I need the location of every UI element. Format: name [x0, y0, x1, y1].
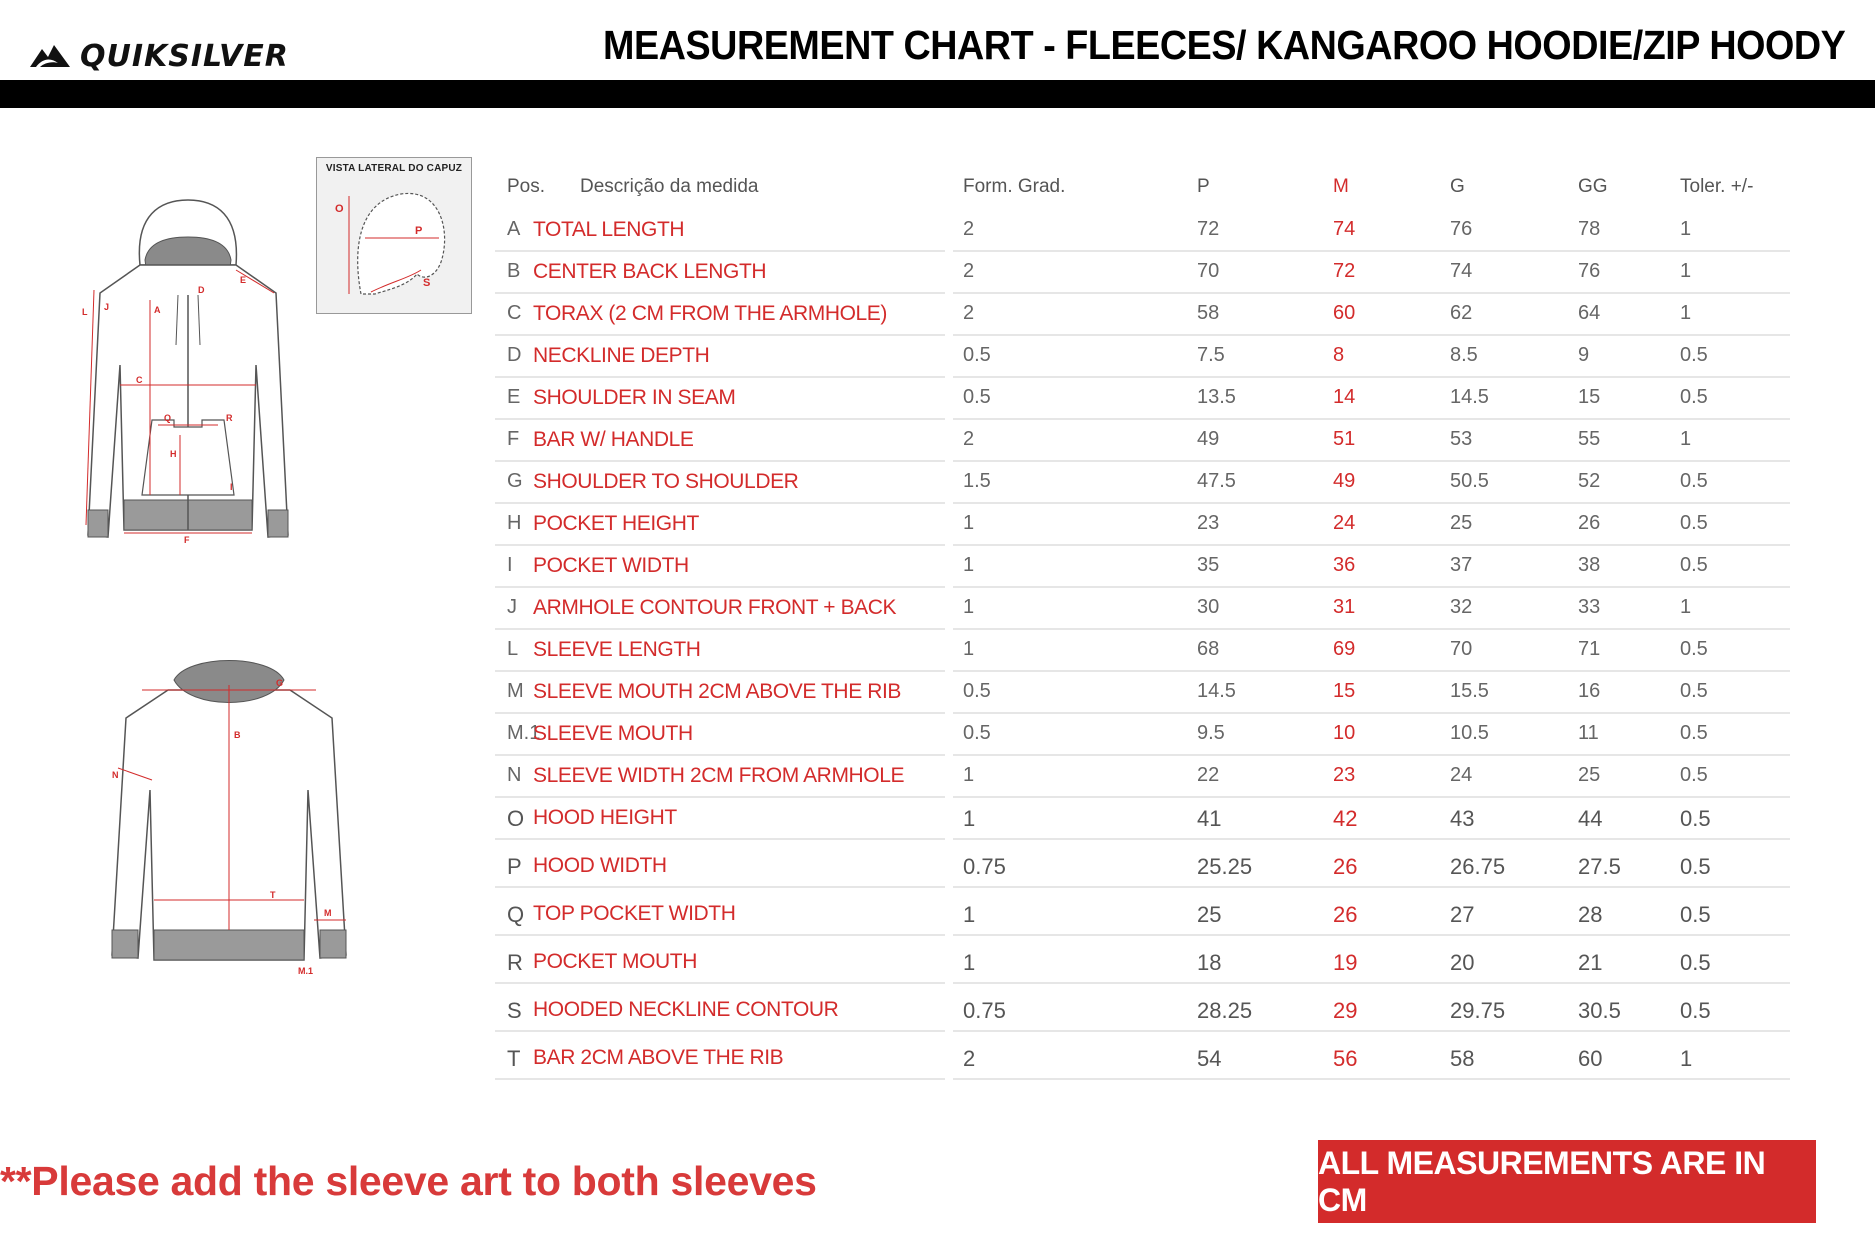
table-row	[495, 1038, 1790, 1081]
row-size-p: 7.5	[1197, 344, 1225, 366]
row-description: SLEEVE LENGTH	[533, 638, 701, 661]
row-size-gg: 30.5	[1578, 998, 1621, 1023]
drawing-label: R	[226, 413, 233, 423]
header-form-grad: Form. Grad.	[963, 176, 1066, 197]
row-tolerance: 1	[1680, 596, 1692, 618]
row-pos: M	[507, 680, 524, 702]
row-size-m: 51	[1333, 428, 1356, 450]
hoodie-front-drawing	[80, 195, 300, 545]
table-row	[495, 420, 1790, 463]
row-form-grad: 0.5	[963, 344, 991, 366]
drawing-label: D	[198, 285, 205, 295]
row-size-gg: 38	[1578, 554, 1601, 576]
row-size-p: 22	[1197, 764, 1220, 786]
row-form-grad: 2	[963, 218, 975, 240]
row-pos: L	[507, 638, 519, 660]
drawing-label: J	[104, 302, 110, 312]
row-tolerance: 0.5	[1680, 764, 1708, 786]
drawing-label: S	[423, 277, 431, 289]
row-tolerance: 0.5	[1680, 344, 1708, 366]
drawing-label: E	[240, 275, 247, 285]
row-size-m: 26	[1333, 854, 1358, 879]
drawing-label: O	[335, 203, 344, 215]
row-description: TORAX (2 CM FROM THE ARMHOLE)	[533, 302, 887, 325]
row-form-grad: 1	[963, 554, 975, 576]
row-size-p: 30	[1197, 596, 1220, 618]
row-size-gg: 78	[1578, 218, 1601, 240]
row-tolerance: 1	[1680, 428, 1692, 450]
header-size-g: G	[1450, 176, 1465, 197]
table-row	[495, 894, 1790, 937]
table-row	[495, 588, 1790, 631]
row-form-grad: 1	[963, 638, 975, 660]
row-size-m: 14	[1333, 386, 1356, 408]
row-size-gg: 64	[1578, 302, 1601, 324]
row-tolerance: 0.5	[1680, 902, 1711, 927]
table-row	[495, 462, 1790, 505]
row-size-m: 29	[1333, 998, 1358, 1023]
row-description: POCKET HEIGHT	[533, 512, 699, 535]
row-size-g: 32	[1450, 596, 1473, 618]
row-description: POCKET WIDTH	[533, 554, 689, 577]
row-size-p: 54	[1197, 1046, 1222, 1071]
row-form-grad: 1	[963, 596, 975, 618]
row-pos: J	[507, 596, 517, 618]
row-form-grad: 1	[963, 902, 976, 927]
row-form-grad: 0.75	[963, 854, 1006, 879]
row-tolerance: 0.5	[1680, 470, 1708, 492]
table-row	[495, 378, 1790, 421]
row-tolerance: 1	[1680, 302, 1692, 324]
row-tolerance: 0.5	[1680, 554, 1708, 576]
row-pos: F	[507, 428, 520, 450]
row-pos: P	[507, 854, 522, 879]
drawing-label: I	[230, 482, 233, 492]
row-divider	[953, 1078, 1790, 1080]
row-tolerance: 0.5	[1680, 998, 1711, 1023]
row-size-p: 9.5	[1197, 722, 1225, 744]
row-size-m: 26	[1333, 902, 1358, 927]
row-pos: I	[507, 554, 513, 576]
row-tolerance: 0.5	[1680, 512, 1708, 534]
hood-side-view-panel	[316, 157, 472, 314]
hoodie-back-drawing	[108, 650, 348, 980]
row-size-g: 27	[1450, 902, 1475, 927]
row-size-g: 10.5	[1450, 722, 1489, 744]
row-description: SLEEVE MOUTH	[533, 722, 693, 745]
row-tolerance: 0.5	[1680, 638, 1708, 660]
row-pos: E	[507, 386, 521, 408]
row-size-p: 70	[1197, 260, 1220, 282]
row-size-gg: 52	[1578, 470, 1601, 492]
row-size-m: 56	[1333, 1046, 1358, 1071]
drawing-label: Q	[164, 413, 172, 423]
header	[0, 0, 1875, 108]
row-size-m: 42	[1333, 806, 1358, 831]
row-description: HOODED NECKLINE CONTOUR	[533, 998, 839, 1021]
row-description: SLEEVE MOUTH 2CM ABOVE THE RIB	[533, 680, 902, 703]
table-row	[495, 990, 1790, 1033]
row-tolerance: 0.5	[1680, 722, 1708, 744]
row-size-p: 28.25	[1197, 998, 1253, 1023]
row-size-m: 19	[1333, 950, 1358, 975]
row-form-grad: 1	[963, 950, 976, 975]
row-size-g: 26.75	[1450, 854, 1506, 879]
row-description: SLEEVE WIDTH 2CM FROM ARMHOLE	[533, 764, 905, 787]
row-divider	[495, 1078, 945, 1080]
row-pos: Q	[507, 902, 525, 927]
row-tolerance: 0.5	[1680, 680, 1708, 702]
row-size-gg: 16	[1578, 680, 1601, 702]
row-size-g: 76	[1450, 218, 1473, 240]
drawing-label: M	[324, 908, 332, 918]
measurement-table	[495, 166, 1790, 1126]
row-size-g: 74	[1450, 260, 1473, 282]
header-pos: Pos.	[507, 176, 546, 197]
logo-text: QUIKSILVER	[80, 38, 289, 74]
drawing-label: L	[82, 307, 88, 317]
row-size-g: 29.75	[1450, 998, 1506, 1023]
row-description: SHOULDER IN SEAM	[533, 386, 736, 409]
table-row	[495, 672, 1790, 715]
row-size-gg: 76	[1578, 260, 1601, 282]
row-size-gg: 9	[1578, 344, 1590, 366]
row-divider	[495, 982, 945, 984]
drawing-label: G	[276, 678, 284, 688]
header-size-m: M	[1333, 176, 1349, 197]
row-size-gg: 44	[1578, 806, 1603, 831]
row-description: SHOULDER TO SHOULDER	[533, 470, 799, 493]
header-tolerance: Toler. +/-	[1680, 176, 1754, 197]
row-tolerance: 1	[1680, 218, 1692, 240]
drawing-label: C	[136, 375, 143, 385]
row-size-g: 53	[1450, 428, 1473, 450]
row-size-gg: 55	[1578, 428, 1601, 450]
row-size-g: 50.5	[1450, 470, 1489, 492]
row-size-gg: 60	[1578, 1046, 1603, 1071]
row-description: TOTAL LENGTH	[533, 218, 685, 241]
table-row	[495, 294, 1790, 337]
row-size-gg: 28	[1578, 902, 1603, 927]
row-size-p: 25.25	[1197, 854, 1253, 879]
row-size-g: 62	[1450, 302, 1473, 324]
row-size-p: 14.5	[1197, 680, 1236, 702]
row-size-p: 47.5	[1197, 470, 1236, 492]
row-size-p: 13.5	[1197, 386, 1236, 408]
header-description: Descrição da medida	[580, 176, 759, 197]
row-pos: G	[507, 470, 523, 492]
row-form-grad: 0.5	[963, 722, 991, 744]
row-tolerance: 0.5	[1680, 854, 1711, 879]
row-form-grad: 1	[963, 806, 976, 831]
row-pos: B	[507, 260, 521, 282]
table-row	[495, 546, 1790, 589]
row-divider	[495, 838, 945, 840]
row-size-g: 43	[1450, 806, 1475, 831]
drawing-label: P	[415, 225, 423, 237]
row-pos: D	[507, 344, 522, 366]
table-row	[495, 714, 1790, 757]
row-size-p: 25	[1197, 902, 1222, 927]
row-form-grad: 1	[963, 512, 975, 534]
row-divider	[953, 982, 1790, 984]
row-size-m: 36	[1333, 554, 1356, 576]
brand-logo	[28, 34, 318, 78]
row-size-g: 25	[1450, 512, 1473, 534]
row-size-p: 35	[1197, 554, 1220, 576]
row-size-g: 70	[1450, 638, 1473, 660]
header-size-gg: GG	[1578, 176, 1608, 197]
drawing-label: B	[234, 730, 241, 740]
drawing-label: M.1	[298, 966, 314, 976]
hood-side-view-title: VISTA LATERAL DO CAPUZ	[325, 163, 463, 174]
row-form-grad: 1	[963, 764, 975, 786]
row-tolerance: 0.5	[1680, 950, 1711, 975]
drawing-label: N	[112, 770, 119, 780]
row-size-p: 41	[1197, 806, 1222, 831]
hood-side-view-drawing	[331, 182, 461, 310]
row-size-p: 23	[1197, 512, 1220, 534]
row-size-gg: 21	[1578, 950, 1603, 975]
row-form-grad: 2	[963, 260, 975, 282]
row-size-m: 15	[1333, 680, 1356, 702]
row-size-m: 72	[1333, 260, 1356, 282]
drawing-label: H	[170, 449, 177, 459]
row-pos: N	[507, 764, 522, 786]
table-row	[495, 798, 1790, 841]
row-divider	[953, 886, 1790, 888]
row-pos: T	[507, 1046, 521, 1071]
row-size-g: 15.5	[1450, 680, 1489, 702]
row-description: POCKET MOUTH	[533, 950, 697, 973]
table-header	[495, 166, 1790, 216]
row-pos: R	[507, 950, 523, 975]
row-size-gg: 25	[1578, 764, 1601, 786]
row-size-p: 58	[1197, 302, 1220, 324]
row-size-g: 14.5	[1450, 386, 1489, 408]
row-description: HOOD HEIGHT	[533, 806, 677, 829]
row-tolerance: 0.5	[1680, 806, 1711, 831]
row-description: TOP POCKET WIDTH	[533, 902, 736, 925]
row-size-m: 49	[1333, 470, 1356, 492]
table-row	[495, 942, 1790, 985]
sleeve-art-note: **Please add the sleeve art to both sleeves	[0, 1158, 817, 1204]
row-description: HOOD WIDTH	[533, 854, 667, 877]
row-pos: M.1	[507, 722, 541, 744]
table-row	[495, 504, 1790, 547]
table-row	[495, 756, 1790, 799]
row-form-grad: 0.5	[963, 680, 991, 702]
row-size-p: 49	[1197, 428, 1220, 450]
header-size-p: P	[1197, 176, 1210, 197]
table-row	[495, 210, 1790, 253]
drawing-label: T	[270, 890, 276, 900]
row-size-m: 69	[1333, 638, 1356, 660]
units-badge: ALL MEASUREMENTS ARE IN CM	[1318, 1140, 1816, 1223]
row-size-gg: 27.5	[1578, 854, 1621, 879]
row-divider	[495, 886, 945, 888]
row-divider	[953, 838, 1790, 840]
row-size-gg: 71	[1578, 638, 1601, 660]
table-row	[495, 846, 1790, 889]
row-size-gg: 33	[1578, 596, 1601, 618]
row-size-m: 8	[1333, 344, 1345, 366]
row-size-m: 31	[1333, 596, 1356, 618]
page-title: MEASUREMENT CHART - FLEECES/ KANGAROO HOODIE/ZIP HOODY	[602, 22, 1845, 68]
row-description: NECKLINE DEPTH	[533, 344, 710, 367]
row-pos: H	[507, 512, 522, 534]
row-description: BAR W/ HANDLE	[533, 428, 694, 451]
row-size-m: 23	[1333, 764, 1356, 786]
row-size-m: 74	[1333, 218, 1356, 240]
row-pos: S	[507, 998, 522, 1023]
row-divider	[495, 934, 945, 936]
row-description: CENTER BACK LENGTH	[533, 260, 767, 283]
row-pos: O	[507, 806, 525, 831]
row-size-p: 68	[1197, 638, 1220, 660]
row-form-grad: 2	[963, 428, 975, 450]
table-row	[495, 252, 1790, 295]
row-divider	[495, 1030, 945, 1032]
row-size-gg: 11	[1578, 722, 1599, 744]
row-size-m: 24	[1333, 512, 1356, 534]
row-pos: C	[507, 302, 522, 324]
row-tolerance: 0.5	[1680, 386, 1708, 408]
header-bar	[0, 80, 1875, 108]
row-size-g: 20	[1450, 950, 1475, 975]
row-form-grad: 0.5	[963, 386, 991, 408]
row-size-gg: 26	[1578, 512, 1601, 534]
row-divider	[953, 1030, 1790, 1032]
row-form-grad: 2	[963, 1046, 976, 1071]
row-pos: A	[507, 218, 521, 240]
row-form-grad: 2	[963, 302, 975, 324]
drawing-label: F	[184, 535, 190, 545]
table-row	[495, 336, 1790, 379]
row-size-g: 24	[1450, 764, 1473, 786]
row-size-m: 60	[1333, 302, 1356, 324]
row-description: ARMHOLE CONTOUR FRONT + BACK	[533, 596, 897, 619]
row-size-p: 72	[1197, 218, 1220, 240]
row-size-m: 10	[1333, 722, 1356, 744]
row-divider	[953, 934, 1790, 936]
row-size-g: 8.5	[1450, 344, 1478, 366]
row-size-p: 18	[1197, 950, 1222, 975]
row-size-g: 37	[1450, 554, 1473, 576]
row-tolerance: 1	[1680, 1046, 1693, 1071]
row-size-gg: 15	[1578, 386, 1601, 408]
row-tolerance: 1	[1680, 260, 1692, 282]
row-form-grad: 0.75	[963, 998, 1006, 1023]
drawing-label: A	[154, 305, 161, 315]
table-row	[495, 630, 1790, 673]
row-description: BAR 2CM ABOVE THE RIB	[533, 1046, 784, 1069]
wave-mountain-icon	[28, 41, 72, 71]
row-size-g: 58	[1450, 1046, 1475, 1071]
row-form-grad: 1.5	[963, 470, 991, 492]
